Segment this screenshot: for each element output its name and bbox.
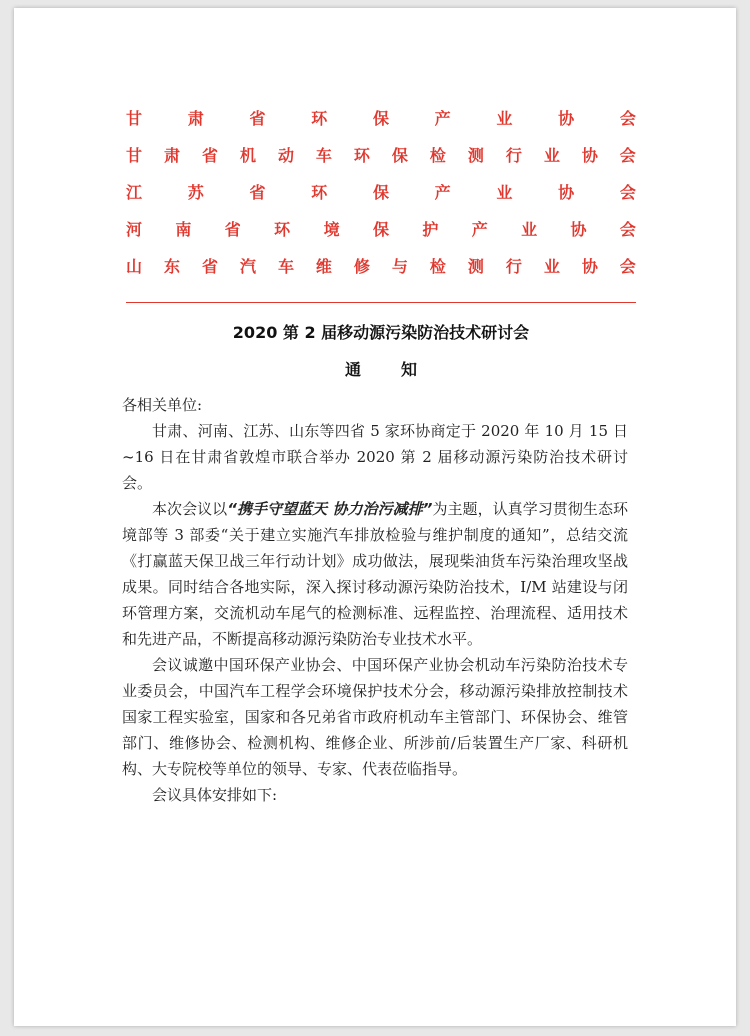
org-char: 行	[505, 257, 522, 276]
org-char: 保	[372, 109, 389, 128]
org-char: 业	[543, 146, 560, 165]
paragraph-2	[122, 496, 628, 652]
org-char: 产	[434, 183, 451, 202]
org-line-5	[126, 248, 636, 285]
org-char: 协	[558, 183, 575, 202]
org-char: 山	[126, 257, 143, 276]
org-char: 协	[581, 146, 598, 165]
org-char: 保	[372, 220, 389, 239]
salutation: 各相关单位:	[122, 396, 203, 414]
org-char: 保	[372, 183, 389, 202]
paragraph-4: 会议具体安排如下:	[152, 786, 278, 804]
paragraph-2-theme: “携手守望蓝天 协力治污减排”	[227, 500, 433, 518]
org-char: 省	[201, 146, 218, 165]
org-char: 业	[543, 257, 560, 276]
org-char: 环	[353, 146, 370, 165]
paragraph-1: 甘肃、河南、江苏、山东等四省 5 家环协商定于 2020 年 10 月 15 日~16 日在甘肃省敦煌市联合举办 2020 第 2 届移动源污染防治技术研讨会。	[122, 422, 628, 492]
org-char: 省	[201, 257, 218, 276]
org-char: 环	[311, 183, 328, 202]
document-subtitle	[126, 357, 636, 380]
org-char: 车	[315, 146, 332, 165]
organization-header	[126, 100, 636, 285]
org-char: 会	[619, 220, 636, 239]
org-line-4	[126, 211, 636, 248]
paragraph-2-post: 为主题，认真学习贯彻生态环境部等 3 部委“关于建立实施汽车排放检验与维护制度的通知”，总结交流《打赢蓝天保卫战三年行动计划》成功做法，展现柴油货车污染治理攻坚战成果。同时结合各地实际，深入探讨移动源污染防治技术，I/M 站建设与闭环管理方案，交流机动车尾气的检测标准、远程监控、治理流程、适用技术和先进产品，不断提高移动源污染防治专业技术水平。	[122, 500, 628, 648]
org-char: 协	[570, 220, 587, 239]
org-char: 保	[391, 146, 408, 165]
org-char: 维	[315, 257, 332, 276]
org-char: 测	[467, 146, 484, 165]
org-char: 省	[224, 220, 241, 239]
subtitle-char-2: 知	[401, 360, 418, 379]
paragraph-2-pre: 本次会议以	[152, 500, 228, 518]
org-char: 检	[429, 257, 446, 276]
org-char: 业	[496, 109, 513, 128]
paragraph-3: 会议诚邀中国环保产业协会、中国环保产业协会机动车污染防治技术专业委员会，中国汽车工程学会环境保护技术分会，移动源污染排放控制技术国家工程实验室，国家和各兄弟省市政府机动车主管部门、环保协会、维管部门、维修协会、检测机构、维修企业、所涉前/后装置生产厂家、科研机构、大专院校等单位的领导、专家、代表莅临指导。	[122, 656, 628, 778]
org-char: 产	[471, 220, 488, 239]
org-char: 境	[323, 220, 340, 239]
org-char: 省	[249, 109, 266, 128]
org-char: 协	[581, 257, 598, 276]
org-char: 环	[311, 109, 328, 128]
org-char: 动	[277, 146, 294, 165]
org-char: 东	[163, 257, 180, 276]
org-char: 测	[467, 257, 484, 276]
org-char: 护	[422, 220, 439, 239]
org-line-3	[126, 174, 636, 211]
org-char: 业	[521, 220, 538, 239]
org-char: 与	[391, 257, 408, 276]
document-title: 2020 第 2 届移动源污染防治技术研讨会	[232, 323, 530, 342]
org-char: 协	[558, 109, 575, 128]
org-char: 省	[249, 183, 266, 202]
org-char: 环	[274, 220, 291, 239]
org-char: 会	[619, 183, 636, 202]
org-line-1	[126, 100, 636, 137]
org-char: 产	[434, 109, 451, 128]
org-char: 修	[353, 257, 370, 276]
org-char: 甘	[126, 109, 143, 128]
org-char: 甘	[126, 146, 143, 165]
org-char: 机	[239, 146, 256, 165]
org-char: 江	[126, 183, 143, 202]
subtitle-char-1: 通	[344, 360, 361, 379]
org-char: 汽	[239, 257, 256, 276]
org-line-2	[126, 137, 636, 174]
org-char: 苏	[187, 183, 204, 202]
org-char: 会	[619, 257, 636, 276]
org-char: 检	[429, 146, 446, 165]
org-char: 车	[277, 257, 294, 276]
org-char: 会	[619, 109, 636, 128]
org-char: 行	[505, 146, 522, 165]
org-char: 会	[619, 146, 636, 165]
document-body	[122, 392, 628, 808]
org-char: 肃	[187, 109, 204, 128]
org-char: 南	[175, 220, 192, 239]
org-char: 业	[496, 183, 513, 202]
org-char: 河	[126, 220, 143, 239]
header-divider	[126, 302, 636, 303]
org-char: 肃	[163, 146, 180, 165]
